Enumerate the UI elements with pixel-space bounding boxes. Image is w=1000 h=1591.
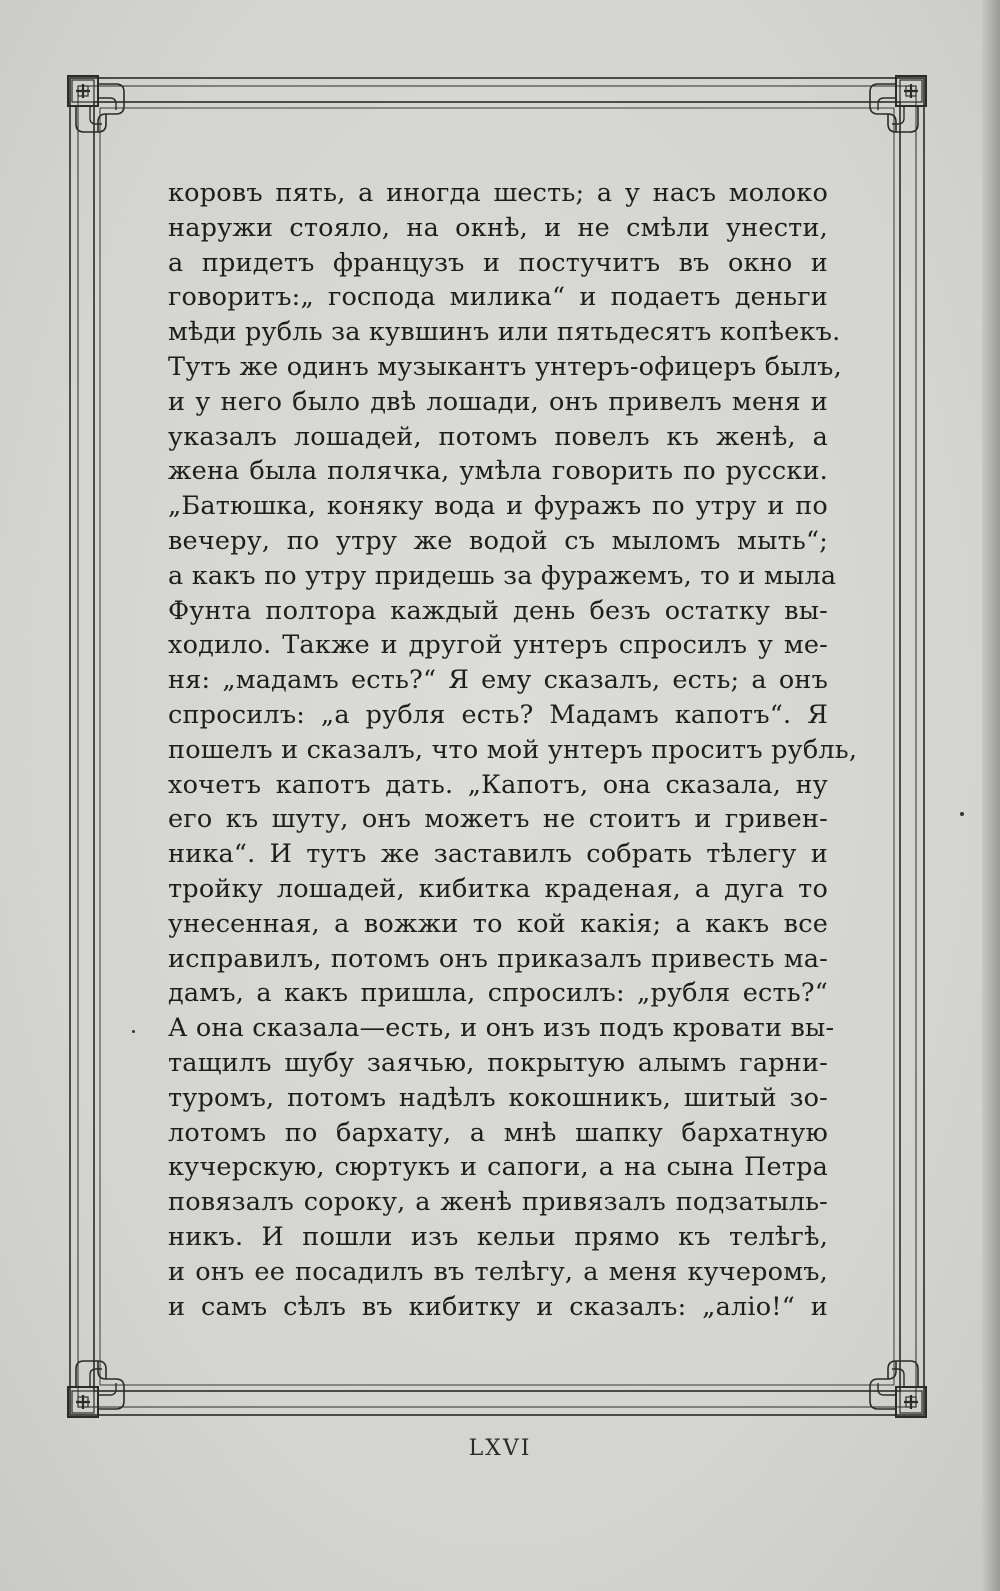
text-line: тройку лошадей, кибитка краденая, а дуга то (168, 873, 828, 904)
corner-ornament-bottom-left (68, 1361, 124, 1417)
text-line: Тутъ же одинъ музыкантъ унтеръ-офицеръ былъ, (168, 351, 842, 382)
corner-ornament-top-right (870, 76, 926, 132)
corner-ornament-bottom-right (870, 1361, 926, 1417)
text-line: и самъ сѣлъ въ кибитку и сказалъ: „аліо!“ и (168, 1291, 828, 1322)
text-line: „Батюшка, коняку вода и фуражъ по утру и по (168, 491, 828, 522)
text-line: указалъ лошадей, потомъ повелъ къ женѣ, а (168, 421, 828, 452)
corner-ornament-top-left (68, 76, 124, 132)
text-line: наружи стояло, на окнѣ, и не смѣли унести, (168, 212, 828, 243)
text-line: повязалъ сороку, а женѣ привязалъ подзатыль- (168, 1187, 828, 1218)
text-line: лотомъ по бархату, а мнѣ шапку бархатную (168, 1117, 828, 1148)
text-line: и у него было двѣ лошади, онъ привелъ меня и (168, 386, 828, 417)
text-line: жена была полячка, умѣла говорить по русски. (168, 456, 828, 487)
page-number: LXVI (468, 1436, 532, 1461)
text-line: А она сказала—есть, и онъ изъ подъ кровати вы- (168, 1013, 835, 1044)
text-line: унесенная, а вожжи то кой какія; а какъ все (168, 908, 828, 939)
text-line: спросилъ: „а рубля есть? Мадамъ капотъ“. Я (168, 699, 828, 730)
text-line: ника“. И тутъ же заставилъ собрать тѣлегу и (168, 839, 828, 870)
text-line: ня: „мадамъ есть?“ Я ему сказалъ, есть; а онъ (168, 665, 828, 696)
text-line: а какъ по утру придешь за фуражемъ, то и мыла (168, 560, 837, 591)
ink-speck (960, 812, 964, 816)
text-line: и онъ ее посадилъ въ телѣгу, а меня кучеромъ, (168, 1256, 828, 1287)
text-line: ходило. Также и другой унтеръ спросилъ у ме- (168, 630, 828, 661)
text-line: тащилъ шубу заячью, покрытую алымъ гарни- (168, 1047, 828, 1078)
text-line: а придетъ французъ и постучитъ въ окно и (168, 247, 828, 278)
text-line: его къ шуту, онъ можетъ не стоитъ и гривен- (168, 804, 828, 835)
text-line: кучерскую, сюртукъ и сапоги, а на сына Петра (168, 1152, 828, 1183)
text-line: пошелъ и сказалъ, что мой унтеръ проситъ рубль, (168, 734, 858, 765)
ink-speck (132, 1030, 135, 1033)
text-line: говоритъ:„ господа милика“ и подаетъ деньги (168, 282, 828, 313)
text-line: хочетъ капотъ дать. „Капотъ, она сказала, ну (168, 769, 828, 800)
text-line: вечеру, по утру же водой съ мыломъ мыть“; (168, 525, 828, 556)
text-line: никъ. И пошли изъ кельи прямо къ телѣгѣ, (168, 1221, 828, 1252)
text-line: дамъ, а какъ пришла, спросилъ: „рубля есть?“ (168, 978, 828, 1009)
text-line: исправилъ, потомъ онъ приказалъ привесть ма- (168, 943, 828, 974)
text-line: Фунта полтора каждый день безъ остатку вы- (168, 595, 828, 626)
text-line: коровъ пять, а иногда шесть; а у насъ молоко (168, 178, 828, 208)
text-line: туромъ, потомъ надѣлъ кокошникъ, шитый зо- (168, 1082, 828, 1113)
body-text (168, 176, 858, 1324)
text-line: мѣди рубль за кувшинъ или пятьдесятъ копѣекъ. (168, 317, 841, 348)
